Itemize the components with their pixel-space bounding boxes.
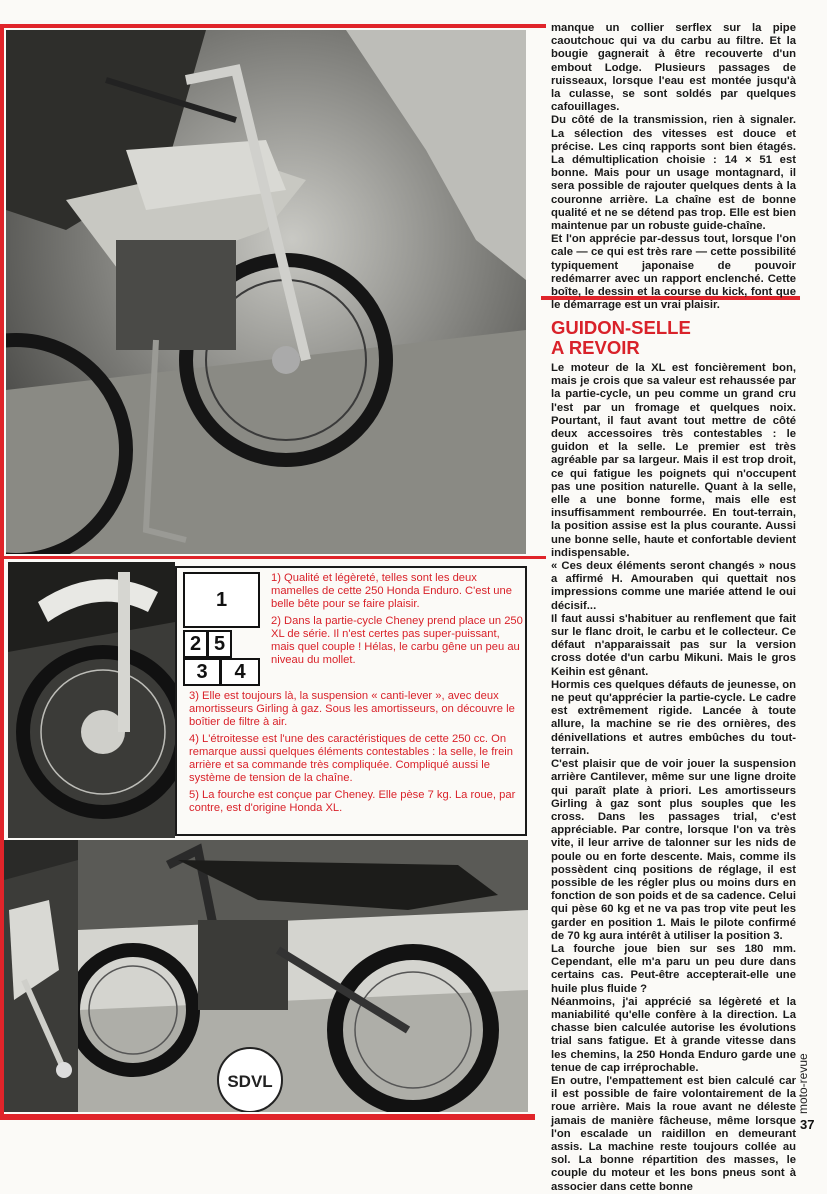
caption-text-top <box>271 572 523 671</box>
caption-item-2: 2) Dans la partie-cycle Cheney prend place un 250 XL de série. Il n'est certes pas super-puissant, mais quel couple ! Hélas, le carbu gêne un peu au niveau du mollet. <box>271 615 523 666</box>
photo-key-grid <box>183 572 260 686</box>
red-frame-bottom <box>0 1114 535 1120</box>
photo-3-rear-suspension <box>4 840 78 1112</box>
key-cell-3: 3 <box>183 658 221 686</box>
paragraph: Néanmoins, j'ai apprécié sa légèreté et la maniabilité qu'elle confère à la direction. La chasse bien calculée autorise les évolutions trial sans fatigue. Et à grande vitesse dans les chemins, la 250 Honda Enduro garde une tenue de cap irréprochable. <box>551 995 796 1074</box>
article-column-bottom <box>551 362 796 1194</box>
key-cell-1: 1 <box>183 572 260 628</box>
caption-box <box>175 566 527 836</box>
photo-5-front-fork <box>8 562 175 838</box>
section-heading-line-2: A REVOIR <box>551 337 640 358</box>
paragraph: « Ces deux éléments seront changés » nous a affirmé H. Amouraben qui quettait nos impressions comme une mariée attend le oui décisif... <box>551 560 796 612</box>
paragraph: manque un collier serflex sur la pipe caoutchouc qui va du carbu au filtre. Et la bougie gagnerait à être recouverte d'un embout Lodge. Plusieurs passages de ruisseaux, lorsque l'eau est montée jusqu'à la culasse, se sont soldés par quelques cafouillages. <box>551 22 796 114</box>
photo-1-motorcycle-woods <box>6 30 526 554</box>
caption-item-4: 4) L'étroitesse est l'une des caractéristiques de cette 250 cc. On remarque aussi quelques éléments contestables : la selle, le frein arrière et sa commande très compliquée. Compliqué aussi le système de tension de la chaîne. <box>189 733 513 784</box>
paragraph: Il faut aussi s'habituer au renflement que fait sur le flanc droit, le carbu et le collecteur. Ce défaut n'apparaissait pas sur la version cross dotée d'un carbu Mikuni. Mais le gros Keihin est gênant. <box>551 612 796 678</box>
key-cell-2: 2 <box>183 630 208 658</box>
paragraph: La fourche joue bien sur ses 180 mm. Cependant, elle m'a paru un peu dure dans certains cas. Peut-être accepterait-elle une huile plus fluide ? <box>551 942 796 995</box>
red-frame-middle <box>0 556 546 559</box>
caption-item-3: 3) Elle est toujours là, la suspension « canti-lever », avec deux amortisseurs Girling à gaz. Sous les amortisseurs, on découvre le boîtier de filtre à air. <box>189 690 515 728</box>
paragraph: Et l'on apprécie par-dessus tout, lorsque l'on cale — ce qui est très rare — cette possibilité typiquement japonaise de pouvoir redémarrer avec un rapport enclenché. Cette boîte, le dessin et la course du kick, font que le démarrage est un vrai plaisir. <box>551 233 796 312</box>
paragraph: Du côté de la transmission, rien à signaler. La sélection des vitesses est douce et précise. Les cinq rapports sont bien étagés. La démultiplication choisie : 14 × 51 est bonne. Mais pour un usage montagnard, il sera possible de rajouter quelques dents à la couronne arrière. La chaîne est de bonne qualité et ne se détend pas trop. Elle est bien maintenue par un robuste guide-chaîne. <box>551 114 796 233</box>
caption-item-5: 5) La fourche est conçue par Cheney. Elle pèse 7 kg. La roue, par contre, est d'origine Honda XL. <box>189 789 516 814</box>
paragraph: Le moteur de la XL est foncièrement bon, mais je crois que sa valeur est rehaussée par la partie-cycle, un peu comme un grand cru l'est par un fromage et quelques noix. Pourtant, il faut avant tout mettre de côté deux accessoires très contestables : le guidon et la selle. Le premier est très agréable par sa largeur. Mais il est trop droit, ce qui fatigue les poignets qui n'occupent pas une position naturelle. Quant à la selle, elle a une bonne forme, mais elle est insuffisamment rembourrée. En tout-terrain, la position assise est la plus courante. Aussi une bonne selle, haute et confortable devient indispensable. <box>551 362 796 559</box>
caption-item-1: 1) Qualité et légèreté, telles sont les deux mamelles de cette 250 Honda Enduro. C'est une belle bête pour se faire plaisir. <box>271 572 512 610</box>
paragraph: En outre, l'empattement est bien calculé car il est possible de faire volontairement de la roue arrière. Mais la roue avant ne déleste jamais de manière fâcheuse, même lorsque l'on escalade un raidillon en demeurant assis. La machine reste toujours collée au sol. La bonne répartition des masses, le couple du moteur et les bons pneus sont à associer dans cette bonne <box>551 1074 796 1193</box>
paragraph: C'est plaisir que de voir jouer la suspension arrière Cantilever, même sur une ligne droite qui paraît plate à priori. Les amortisseurs Girling à gaz sont plus souples que les cross. Dans les passages trial, c'est appréciable. Par contre, lorsque l'on va très vite, il leur arrive de talonner sur les nids de poule ou en forte descente. Mais, comme ils possèdent cinq positions de réglage, il est possible de les régler plus ou moins durs en fonction de son poids et de sa cadence. Celui qui pèse 60 kg et ne va pas trop vite peut les garder en position 1. Mais le pilote confirmé de 70 kg aura intérêt à utiliser la position 3. <box>551 758 796 942</box>
photo-4-side-view <box>78 840 528 1112</box>
number-plate-text: SDVL <box>227 1072 273 1091</box>
red-frame-top <box>0 24 546 28</box>
key-cell-4: 4 <box>220 658 260 686</box>
caption-text-bottom <box>189 690 523 819</box>
key-cell-5: 5 <box>207 630 232 658</box>
page-number: 37 <box>800 1117 815 1132</box>
magazine-brand: moto-revue <box>796 1053 810 1114</box>
paragraph: Hormis ces quelques défauts de jeunesse, on ne peut qu'apprécier la partie-cycle. Le cadre est extrêmement rigide. Lancée à toute allure, la machine se rie des ornières, des dénivellations et autres embûches du tout-terrain. <box>551 678 796 757</box>
section-heading-line-1: GUIDON-SELLE <box>551 317 691 338</box>
article-column-top <box>551 22 796 312</box>
section-heading <box>551 318 791 358</box>
